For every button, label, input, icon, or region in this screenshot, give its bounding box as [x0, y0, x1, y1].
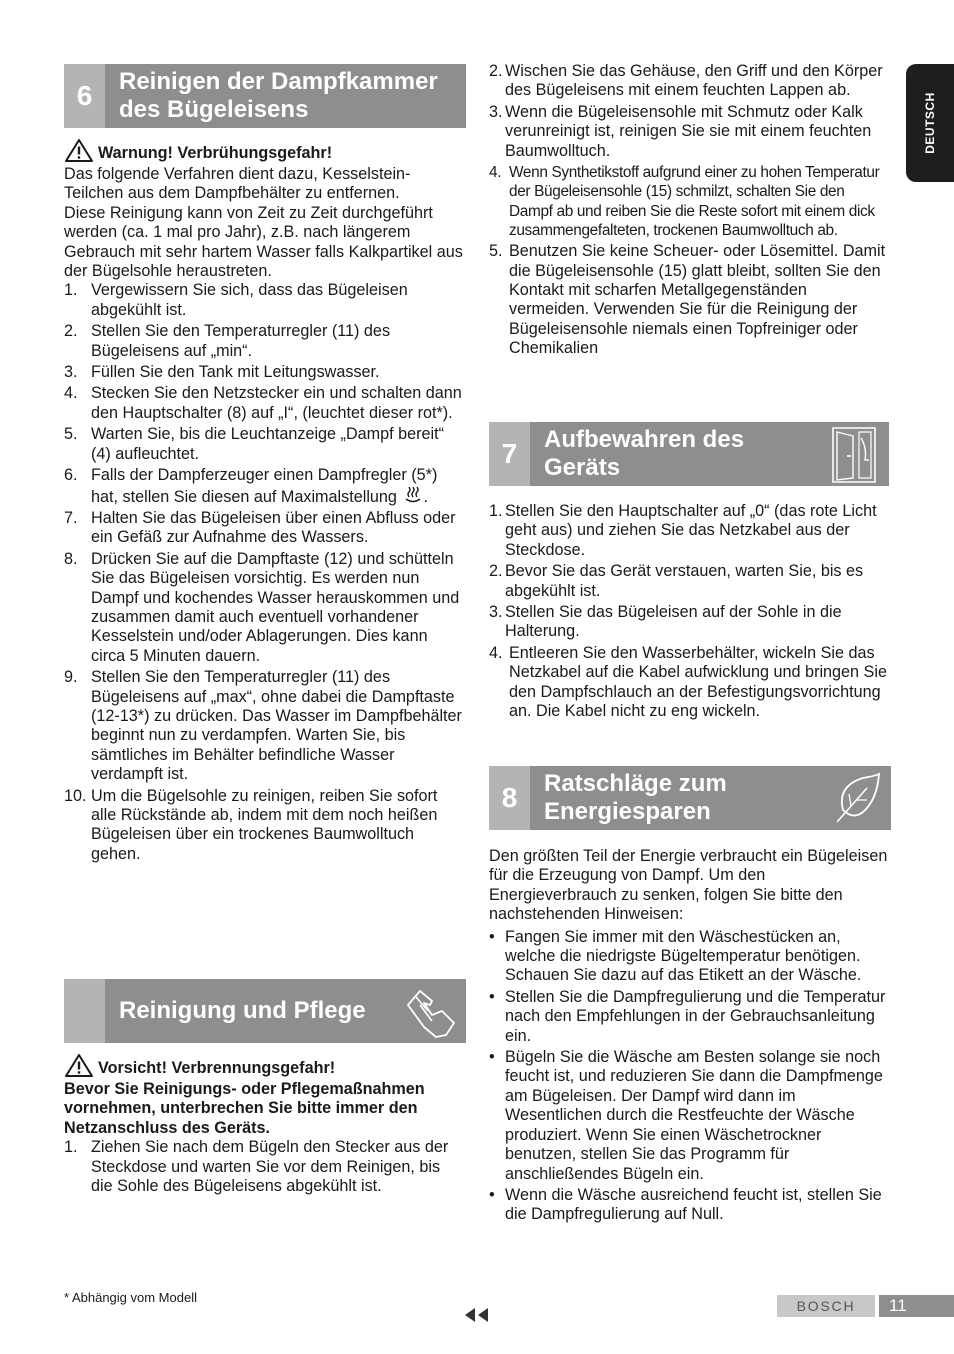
warning-text: Warnung! Verbrühungsgefahr!: [98, 143, 333, 162]
list-item: 6. Falls der Dampferzeuger einen Dampfregler (5*) hat, stellen Sie diesen auf Maximalstellung .: [64, 466, 438, 506]
section-6-header: [64, 64, 466, 128]
language-tab-label: DEUTSCH: [923, 92, 937, 154]
list-item: 3. Stellen Sie das Bügeleisen auf der Sohle in die Halterung.: [489, 603, 842, 641]
warning-text: Vorsicht! Verbrennungsgefahr!: [98, 1058, 336, 1077]
tips-list: [489, 928, 891, 1225]
section-title: Reinigen der Dampfkammer des Bügeleisens: [119, 68, 438, 123]
footnote: * Abhängig vom Modell: [64, 1290, 197, 1305]
list-item: 8. Drücken Sie auf die Dampftaste (12) und schütteln Sie das Bügeleisen vorsichtig. Es werden nun Dampf und kochendes Wasser herauskommen und zusammen damit auch eventuell vorhandener Kesselstein und/oder Ablagerungen. Dies kann circa 5 Minuten dauern.: [64, 549, 460, 665]
leaf-icon: [833, 770, 883, 826]
steps-list: [489, 62, 889, 359]
list-item: 2. Wischen Sie das Gehäuse, den Griff und den Körper des Bügeleisens mit einem feuchten Lappen ab.: [489, 62, 883, 100]
warning-line: [64, 138, 466, 163]
list-item: • Wenn die Wäsche ausreichend feucht ist, stellen Sie die Dampfregulierung auf Null.: [489, 1186, 891, 1225]
steps-list: [64, 281, 466, 864]
section-title: Reinigung und Pflege: [119, 997, 366, 1024]
bold-notice: Bevor Sie Reinigungs- oder Pflegemaßnahmen vornehmen, unterbrechen Sie bitte immer den Netzanschluss des Geräts.: [64, 1080, 425, 1137]
section-number: 8: [489, 766, 530, 830]
section-7-header: [489, 422, 889, 486]
list-item: 2. Bevor Sie das Gerät verstauen, warten Sie, bis es abgekühlt ist.: [489, 562, 864, 600]
list-item: • Bügeln Sie die Wäsche am Besten solange sie noch feucht ist, und reduzieren Sie dann die Dampfmenge am Bügeleisen. Der Dampf wird dann im Wesentlichen durch die Restfeuchte der Wäsche produziert. Wenn Sie einen Wäschetrockner benutzen, stellen Sie das Programm für anschließendes Bügeln ein.: [489, 1048, 891, 1184]
section-number-blank: [64, 979, 105, 1043]
list-item: 5. Benutzen Sie keine Scheuer- oder Lösemittel. Damit die Bügeleisensohle (15) glatt bleibt, sollten Sie den Kontakt mit scharfen Metallgegenständen vermeiden. Verwenden Sie für die Reinigung der Bügeleisensohle niemals einen Topfreiniger oder Chemikalien: [489, 242, 886, 358]
list-item: 4. Stecken Sie den Netzstecker ein und schalten dann den Hauptschalter (8) auf „I“, (leuchtet dieser rot*).: [64, 384, 462, 422]
list-item: 1. Ziehen Sie nach dem Bügeln den Stecker aus der Steckdose und warten Sie vor dem Reinigen, bis die Sohle des Bügeleisens abgekühlt ist.: [64, 1138, 449, 1196]
warning-triangle-icon: [64, 138, 94, 163]
section-title: Aufbewahren des Geräts: [544, 426, 745, 481]
section-title: Ratschläge zum Energiesparen: [544, 770, 727, 825]
list-item: 3. Füllen Sie den Tank mit Leitungswasser.: [64, 363, 380, 382]
intro-paragraph: Den größten Teil der Energie verbraucht ein Bügeleisen für die Erzeugung von Dampf. Um den Energieverbrauch zu senken, folgen Sie bitte den nachstehenden Hinweisen:: [489, 847, 888, 924]
list-item: 1. Vergewissern Sie sich, dass das Bügeleisen abgekühlt ist.: [64, 281, 408, 319]
section-8-header: [489, 766, 891, 830]
list-item: 1. Stellen Sie den Hauptschalter auf „0“ (das rote Licht geht aus) und ziehen Sie das Netzkabel aus der Steckdose.: [489, 502, 877, 559]
list-item: 10. Um die Bügelsohle zu reinigen, reiben Sie sofort alle Rückstände ab, indem mit dem noch heißen Bügeleisen über ein trockenes Baumwolltuch gehen.: [64, 786, 438, 863]
storage-cabinet-icon: [825, 426, 881, 484]
list-item: • Fangen Sie immer mit den Wäschestücken an, welche die niedrigste Bügeltemperatur benötigen. Schauen Sie dazu auf das Etikett an der Wäsche.: [489, 928, 891, 986]
page-number: 11: [879, 1295, 954, 1317]
list-item: 2. Stellen Sie den Temperaturregler (11) des Bügeleisens auf „min“.: [64, 322, 391, 360]
list-item: 9. Stellen Sie den Temperaturregler (11) des Bügeleisens auf „max“, ohne dabei die Dampftaste (12-13*) zu drücken. Das Wasser im Dampfbehälter beginnt nun zu verdampfen. Warten Sie, bis sämtliches im Behälter befindliche Wasser verdampft ist.: [64, 668, 462, 784]
cleaning-header: [64, 979, 466, 1043]
list-item: • Stellen Sie die Dampfregulierung und die Temperatur nach den Empfehlungen in der Gebrauchsanleitung ein.: [489, 988, 891, 1046]
right-column-cleaning-steps: [489, 62, 889, 361]
language-tab: [906, 64, 954, 182]
warning-triangle-icon: [64, 1053, 94, 1078]
max-steam-icon: [403, 486, 423, 505]
list-item: 4. Wenn Synthetikstoff aufgrund einer zu hohen Temperatur der Bügeleisensohle (15) schmilzt, schalten Sie den Dampf ab und reiben Sie die Reste sofort mit einem dick zusammengefalteten, trockenen Baumwolltuch ab.: [489, 164, 880, 239]
list-item: 5. Warten Sie, bis die Leuchtanzeige „Dampf bereit“ (4) aufleuchtet.: [64, 425, 445, 463]
list-item: 7. Halten Sie das Bügeleisen über einen Abfluss oder ein Gefäß zur Aufnahme des Wassers.: [64, 508, 456, 547]
section-number: 6: [64, 64, 105, 128]
section-7: [489, 422, 889, 723]
steps-list: [489, 502, 889, 721]
intro-paragraph: Das folgende Verfahren dient dazu, Kesselstein-Teilchen aus dem Dampfbehälter zu entfernen.: [64, 165, 411, 203]
brand-label: BOSCH: [777, 1295, 875, 1317]
list-item: 3. Wenn die Bügeleisensohle mit Schmutz oder Kalk verunreinigt ist, reinigen Sie sie mit einem feuchten Baumwolltuch.: [489, 102, 872, 160]
hand-cleaning-icon: [402, 983, 458, 1039]
left-column: [64, 64, 466, 866]
steps-list: [64, 1138, 466, 1196]
intro-paragraph: Diese Reinigung kann von Zeit zu Zeit durchgeführt werden (ca. 1 mal pro Jahr), z.B. nach längerem Gebrauch mit sehr hartem Wasser falls Kalkpartikel aus der Bügelsohle heraustreten.: [64, 203, 463, 281]
cleaning-section: [64, 979, 466, 1198]
double-arrow-left-icon: [463, 1306, 493, 1324]
warning-line: [64, 1053, 466, 1078]
list-item: 4. Entleeren Sie den Wasserbehälter, wickeln Sie das Netzkabel auf die Kabel aufwicklung und bringen Sie den Dampfschlauch an der Befestigungsvorrichtung an. Die Kabel nicht zu eng wickeln.: [489, 643, 887, 721]
section-number: 7: [489, 422, 530, 486]
section-8: [489, 766, 891, 1227]
